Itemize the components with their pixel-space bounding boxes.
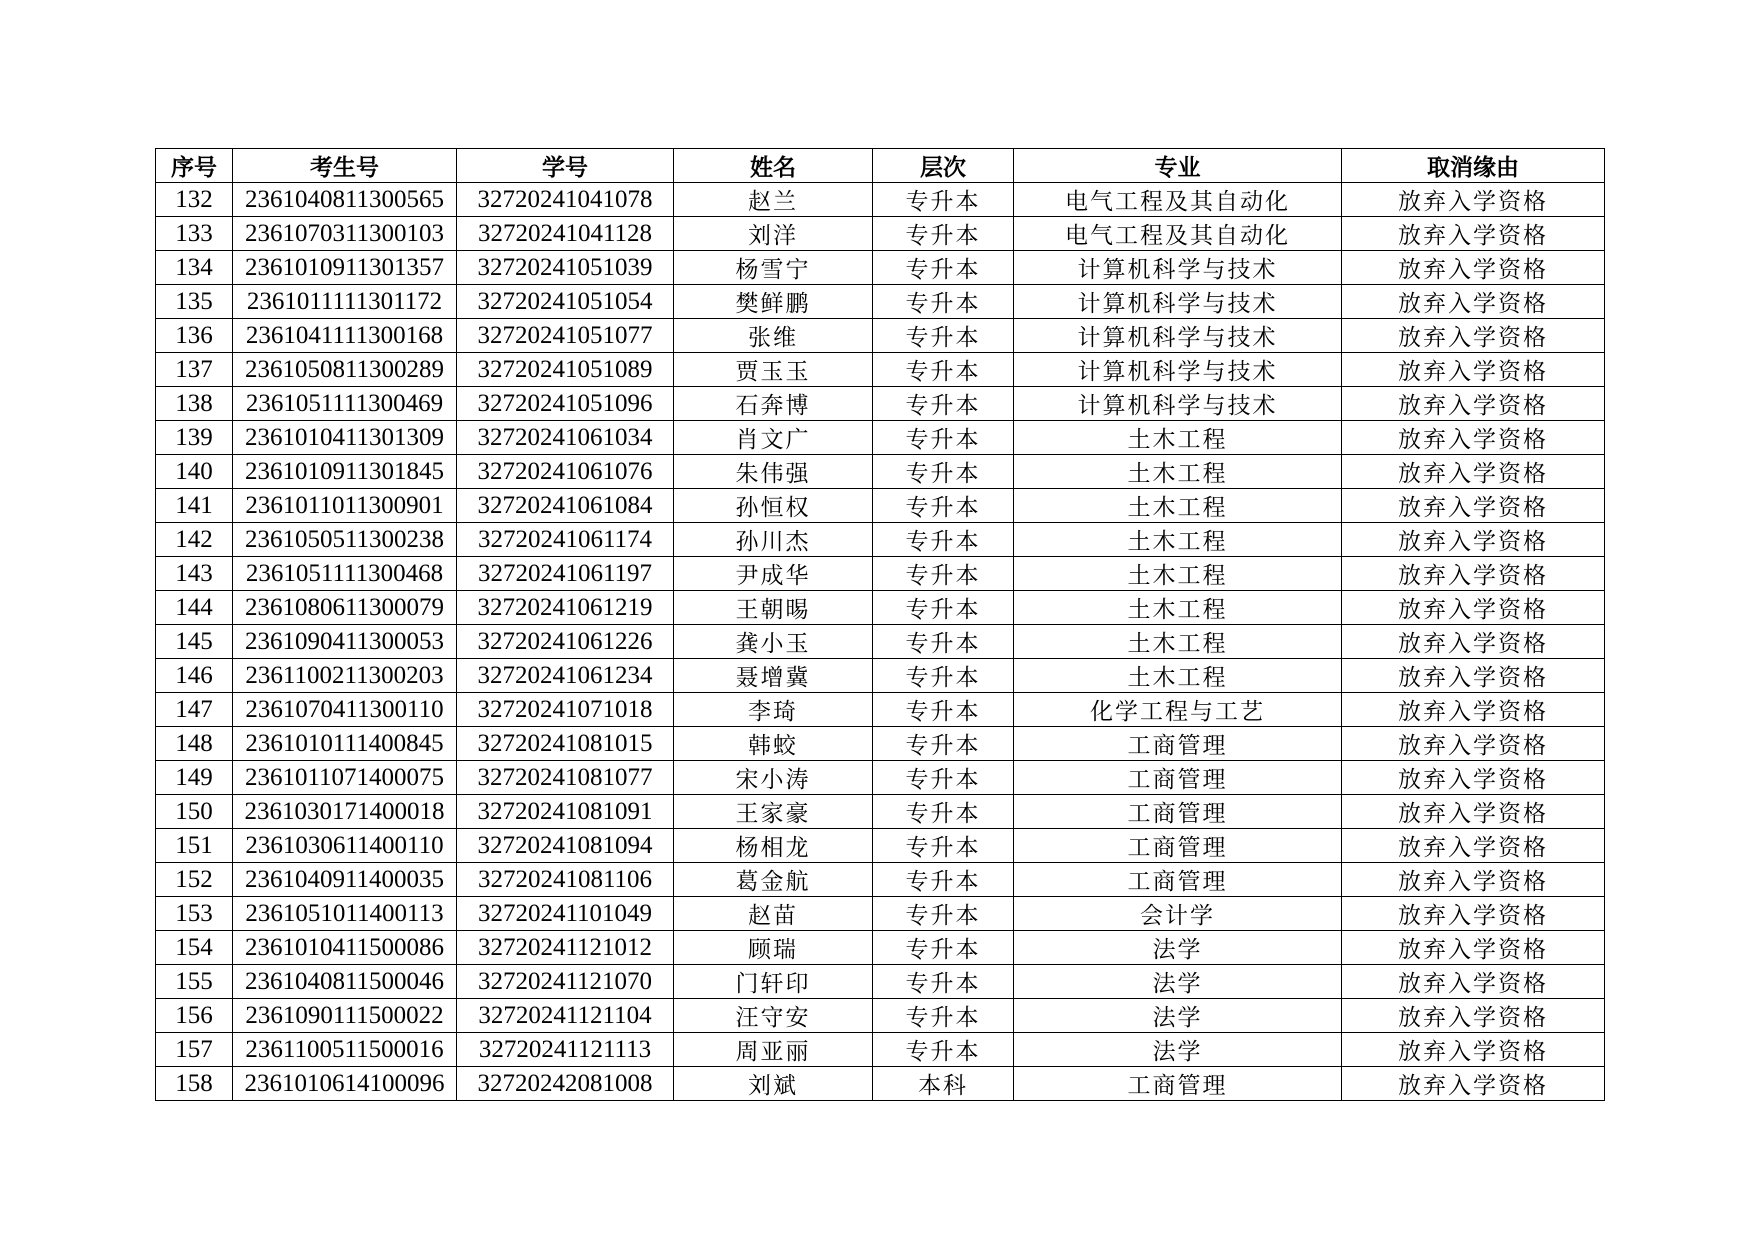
level-cell: 专升本 — [873, 1033, 1014, 1067]
student-id-cell: 32720241041128 — [457, 217, 674, 251]
major-cell: 土木工程 — [1014, 523, 1342, 557]
reason-cell: 放弃入学资格 — [1342, 693, 1605, 727]
exam-number-cell: 2361070311300103 — [233, 217, 457, 251]
level-cell: 专升本 — [873, 795, 1014, 829]
level-cell: 专升本 — [873, 659, 1014, 693]
table-body — [156, 183, 1605, 1101]
level-cell: 专升本 — [873, 285, 1014, 319]
student-id-cell: 32720241041078 — [457, 183, 674, 217]
table-header-row — [156, 149, 1605, 183]
exam-number-cell: 2361011011300901 — [233, 489, 457, 523]
major-cell: 法学 — [1014, 965, 1342, 999]
table-row — [156, 557, 1605, 591]
student-id-cell: 32720241061174 — [457, 523, 674, 557]
student-id-cell: 32720241061084 — [457, 489, 674, 523]
major-cell: 法学 — [1014, 1033, 1342, 1067]
header-level: 层次 — [873, 149, 1014, 183]
major-cell: 计算机科学与技术 — [1014, 387, 1342, 421]
major-cell: 工商管理 — [1014, 1067, 1342, 1101]
row-index-cell: 135 — [156, 285, 233, 319]
reason-cell: 放弃入学资格 — [1342, 1033, 1605, 1067]
major-cell: 工商管理 — [1014, 863, 1342, 897]
exam-number-cell: 2361051111300468 — [233, 557, 457, 591]
exam-number-cell: 2361100211300203 — [233, 659, 457, 693]
major-cell: 法学 — [1014, 999, 1342, 1033]
reason-cell: 放弃入学资格 — [1342, 625, 1605, 659]
student-name-cell: 李琦 — [674, 693, 873, 727]
student-id-cell: 32720241061076 — [457, 455, 674, 489]
table-row — [156, 727, 1605, 761]
reason-cell: 放弃入学资格 — [1342, 557, 1605, 591]
student-id-cell: 32720241061034 — [457, 421, 674, 455]
table-row — [156, 693, 1605, 727]
row-index-cell: 150 — [156, 795, 233, 829]
table-row — [156, 829, 1605, 863]
student-id-cell: 32720241081106 — [457, 863, 674, 897]
row-index-cell: 133 — [156, 217, 233, 251]
reason-cell: 放弃入学资格 — [1342, 421, 1605, 455]
table-row — [156, 217, 1605, 251]
major-cell: 土木工程 — [1014, 489, 1342, 523]
row-index-cell: 149 — [156, 761, 233, 795]
student-name-cell: 朱伟强 — [674, 455, 873, 489]
reason-cell: 放弃入学资格 — [1342, 455, 1605, 489]
student-id-cell: 32720241051077 — [457, 319, 674, 353]
exam-number-cell: 2361040811300565 — [233, 183, 457, 217]
reason-cell: 放弃入学资格 — [1342, 931, 1605, 965]
student-id-cell: 32720241081015 — [457, 727, 674, 761]
header-student-id: 学号 — [457, 149, 674, 183]
exam-number-cell: 2361030611400110 — [233, 829, 457, 863]
student-id-cell: 32720241081077 — [457, 761, 674, 795]
reason-cell: 放弃入学资格 — [1342, 183, 1605, 217]
exam-number-cell: 2361051011400113 — [233, 897, 457, 931]
reason-cell: 放弃入学资格 — [1342, 727, 1605, 761]
table-row — [156, 625, 1605, 659]
major-cell: 工商管理 — [1014, 829, 1342, 863]
header-major: 专业 — [1014, 149, 1342, 183]
level-cell: 专升本 — [873, 455, 1014, 489]
level-cell: 专升本 — [873, 421, 1014, 455]
exam-number-cell: 2361070411300110 — [233, 693, 457, 727]
student-id-cell: 32720241081091 — [457, 795, 674, 829]
student-name-cell: 孙恒权 — [674, 489, 873, 523]
student-name-cell: 王家豪 — [674, 795, 873, 829]
level-cell: 本科 — [873, 1067, 1014, 1101]
table-row — [156, 897, 1605, 931]
student-id-cell: 32720241081094 — [457, 829, 674, 863]
student-id-cell: 32720241121070 — [457, 965, 674, 999]
table-row — [156, 931, 1605, 965]
reason-cell: 放弃入学资格 — [1342, 285, 1605, 319]
row-index-cell: 143 — [156, 557, 233, 591]
row-index-cell: 141 — [156, 489, 233, 523]
level-cell: 专升本 — [873, 727, 1014, 761]
student-id-cell: 32720241051096 — [457, 387, 674, 421]
level-cell: 专升本 — [873, 523, 1014, 557]
major-cell: 工商管理 — [1014, 795, 1342, 829]
major-cell: 土木工程 — [1014, 625, 1342, 659]
level-cell: 专升本 — [873, 489, 1014, 523]
reason-cell: 放弃入学资格 — [1342, 319, 1605, 353]
row-index-cell: 132 — [156, 183, 233, 217]
cancellation-table — [155, 148, 1605, 1101]
student-id-cell: 32720241051039 — [457, 251, 674, 285]
reason-cell: 放弃入学资格 — [1342, 387, 1605, 421]
student-id-cell: 32720241061226 — [457, 625, 674, 659]
student-name-cell: 肖文广 — [674, 421, 873, 455]
student-name-cell: 贾玉玉 — [674, 353, 873, 387]
exam-number-cell: 2361010911301357 — [233, 251, 457, 285]
exam-number-cell: 2361090411300053 — [233, 625, 457, 659]
student-name-cell: 赵兰 — [674, 183, 873, 217]
student-name-cell: 聂增冀 — [674, 659, 873, 693]
level-cell: 专升本 — [873, 217, 1014, 251]
reason-cell: 放弃入学资格 — [1342, 591, 1605, 625]
level-cell: 专升本 — [873, 693, 1014, 727]
reason-cell: 放弃入学资格 — [1342, 1067, 1605, 1101]
major-cell: 土木工程 — [1014, 659, 1342, 693]
reason-cell: 放弃入学资格 — [1342, 999, 1605, 1033]
level-cell: 专升本 — [873, 251, 1014, 285]
student-id-cell: 32720242081008 — [457, 1067, 674, 1101]
exam-number-cell: 2361030171400018 — [233, 795, 457, 829]
student-name-cell: 张维 — [674, 319, 873, 353]
level-cell: 专升本 — [873, 387, 1014, 421]
row-index-cell: 156 — [156, 999, 233, 1033]
row-index-cell: 145 — [156, 625, 233, 659]
student-id-cell: 32720241121012 — [457, 931, 674, 965]
table-row — [156, 761, 1605, 795]
student-id-cell: 32720241121113 — [457, 1033, 674, 1067]
exam-number-cell: 2361080611300079 — [233, 591, 457, 625]
exam-number-cell: 2361100511500016 — [233, 1033, 457, 1067]
row-index-cell: 142 — [156, 523, 233, 557]
header-reason: 取消缘由 — [1342, 149, 1605, 183]
row-index-cell: 155 — [156, 965, 233, 999]
student-name-cell: 杨相龙 — [674, 829, 873, 863]
table-row — [156, 251, 1605, 285]
reason-cell: 放弃入学资格 — [1342, 523, 1605, 557]
table-row — [156, 659, 1605, 693]
reason-cell: 放弃入学资格 — [1342, 829, 1605, 863]
level-cell: 专升本 — [873, 183, 1014, 217]
level-cell: 专升本 — [873, 863, 1014, 897]
table-row — [156, 1033, 1605, 1067]
exam-number-cell: 2361010111400845 — [233, 727, 457, 761]
major-cell: 土木工程 — [1014, 421, 1342, 455]
exam-number-cell: 2361010411301309 — [233, 421, 457, 455]
student-name-cell: 顾瑞 — [674, 931, 873, 965]
level-cell: 专升本 — [873, 353, 1014, 387]
row-index-cell: 157 — [156, 1033, 233, 1067]
level-cell: 专升本 — [873, 591, 1014, 625]
major-cell: 计算机科学与技术 — [1014, 353, 1342, 387]
header-index: 序号 — [156, 149, 233, 183]
row-index-cell: 153 — [156, 897, 233, 931]
table-row — [156, 285, 1605, 319]
table-row — [156, 387, 1605, 421]
major-cell: 化学工程与工艺 — [1014, 693, 1342, 727]
row-index-cell: 134 — [156, 251, 233, 285]
table-row — [156, 965, 1605, 999]
major-cell: 法学 — [1014, 931, 1342, 965]
exam-number-cell: 2361050811300289 — [233, 353, 457, 387]
student-id-cell: 32720241061197 — [457, 557, 674, 591]
student-name-cell: 刘洋 — [674, 217, 873, 251]
student-name-cell: 刘斌 — [674, 1067, 873, 1101]
table-row — [156, 455, 1605, 489]
table-row — [156, 421, 1605, 455]
table-row — [156, 795, 1605, 829]
reason-cell: 放弃入学资格 — [1342, 795, 1605, 829]
student-name-cell: 石奔博 — [674, 387, 873, 421]
exam-number-cell: 2361051111300469 — [233, 387, 457, 421]
row-index-cell: 152 — [156, 863, 233, 897]
row-index-cell: 139 — [156, 421, 233, 455]
row-index-cell: 154 — [156, 931, 233, 965]
row-index-cell: 136 — [156, 319, 233, 353]
header-exam-number: 考生号 — [233, 149, 457, 183]
student-id-cell: 32720241051089 — [457, 353, 674, 387]
exam-number-cell: 2361090111500022 — [233, 999, 457, 1033]
student-name-cell: 王朝晹 — [674, 591, 873, 625]
reason-cell: 放弃入学资格 — [1342, 965, 1605, 999]
exam-number-cell: 2361011111301172 — [233, 285, 457, 319]
major-cell: 计算机科学与技术 — [1014, 251, 1342, 285]
reason-cell: 放弃入学资格 — [1342, 659, 1605, 693]
major-cell: 会计学 — [1014, 897, 1342, 931]
exam-number-cell: 2361050511300238 — [233, 523, 457, 557]
level-cell: 专升本 — [873, 625, 1014, 659]
table-row — [156, 1067, 1605, 1101]
exam-number-cell: 2361040811500046 — [233, 965, 457, 999]
student-name-cell: 孙川杰 — [674, 523, 873, 557]
student-name-cell: 周亚丽 — [674, 1033, 873, 1067]
table-row — [156, 183, 1605, 217]
table-row — [156, 999, 1605, 1033]
major-cell: 电气工程及其自动化 — [1014, 217, 1342, 251]
table-row — [156, 591, 1605, 625]
reason-cell: 放弃入学资格 — [1342, 897, 1605, 931]
row-index-cell: 151 — [156, 829, 233, 863]
level-cell: 专升本 — [873, 897, 1014, 931]
row-index-cell: 146 — [156, 659, 233, 693]
level-cell: 专升本 — [873, 557, 1014, 591]
student-name-cell: 樊鲜鹏 — [674, 285, 873, 319]
level-cell: 专升本 — [873, 829, 1014, 863]
level-cell: 专升本 — [873, 931, 1014, 965]
row-index-cell: 148 — [156, 727, 233, 761]
student-name-cell: 赵苗 — [674, 897, 873, 931]
header-name: 姓名 — [674, 149, 873, 183]
exam-number-cell: 2361010411500086 — [233, 931, 457, 965]
level-cell: 专升本 — [873, 999, 1014, 1033]
major-cell: 工商管理 — [1014, 727, 1342, 761]
student-name-cell: 葛金航 — [674, 863, 873, 897]
row-index-cell: 147 — [156, 693, 233, 727]
reason-cell: 放弃入学资格 — [1342, 217, 1605, 251]
major-cell: 工商管理 — [1014, 761, 1342, 795]
exam-number-cell: 2361041111300168 — [233, 319, 457, 353]
major-cell: 土木工程 — [1014, 557, 1342, 591]
exam-number-cell: 2361010911301845 — [233, 455, 457, 489]
table-row — [156, 523, 1605, 557]
major-cell: 土木工程 — [1014, 455, 1342, 489]
student-id-cell: 32720241061219 — [457, 591, 674, 625]
row-index-cell: 137 — [156, 353, 233, 387]
reason-cell: 放弃入学资格 — [1342, 761, 1605, 795]
level-cell: 专升本 — [873, 965, 1014, 999]
student-id-cell: 32720241101049 — [457, 897, 674, 931]
reason-cell: 放弃入学资格 — [1342, 489, 1605, 523]
table-row — [156, 319, 1605, 353]
reason-cell: 放弃入学资格 — [1342, 863, 1605, 897]
student-id-cell: 32720241051054 — [457, 285, 674, 319]
level-cell: 专升本 — [873, 319, 1014, 353]
student-name-cell: 杨雪宁 — [674, 251, 873, 285]
row-index-cell: 158 — [156, 1067, 233, 1101]
exam-number-cell: 2361040911400035 — [233, 863, 457, 897]
major-cell: 计算机科学与技术 — [1014, 319, 1342, 353]
reason-cell: 放弃入学资格 — [1342, 353, 1605, 387]
student-name-cell: 汪守安 — [674, 999, 873, 1033]
student-id-cell: 32720241061234 — [457, 659, 674, 693]
table-row — [156, 353, 1605, 387]
major-cell: 土木工程 — [1014, 591, 1342, 625]
exam-number-cell: 2361011071400075 — [233, 761, 457, 795]
student-name-cell: 龚小玉 — [674, 625, 873, 659]
level-cell: 专升本 — [873, 761, 1014, 795]
major-cell: 计算机科学与技术 — [1014, 285, 1342, 319]
exam-number-cell: 2361010614100096 — [233, 1067, 457, 1101]
student-id-cell: 32720241121104 — [457, 999, 674, 1033]
student-id-cell: 32720241071018 — [457, 693, 674, 727]
row-index-cell: 138 — [156, 387, 233, 421]
row-index-cell: 144 — [156, 591, 233, 625]
table-row — [156, 863, 1605, 897]
student-name-cell: 门轩印 — [674, 965, 873, 999]
student-name-cell: 宋小涛 — [674, 761, 873, 795]
student-name-cell: 尹成华 — [674, 557, 873, 591]
table-row — [156, 489, 1605, 523]
student-name-cell: 韩蛟 — [674, 727, 873, 761]
row-index-cell: 140 — [156, 455, 233, 489]
major-cell: 电气工程及其自动化 — [1014, 183, 1342, 217]
reason-cell: 放弃入学资格 — [1342, 251, 1605, 285]
